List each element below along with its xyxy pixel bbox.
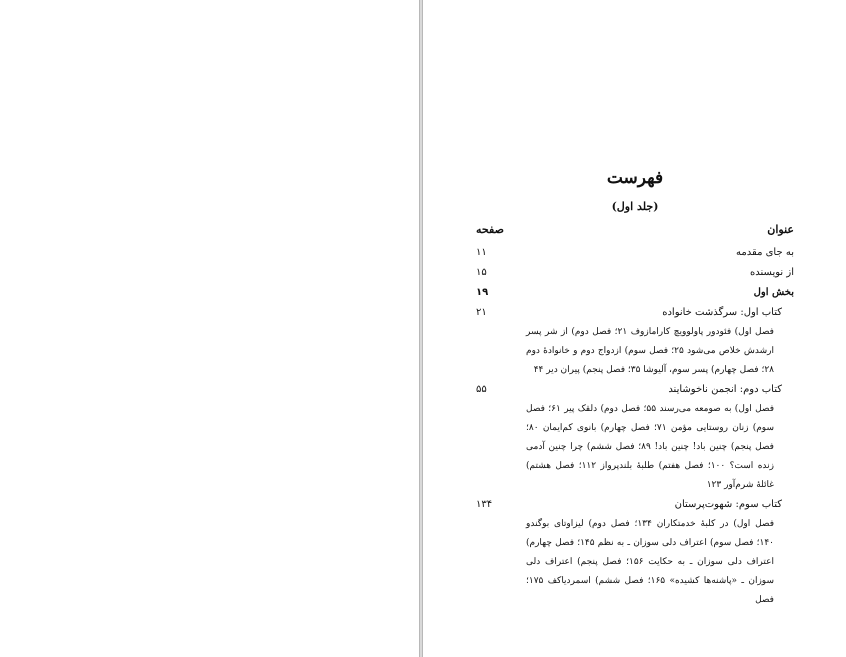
- entry-label: به جای مقدمه: [736, 247, 794, 258]
- toc-entry: [476, 263, 794, 283]
- toc-book-entry: [476, 303, 794, 323]
- toc-section-heading: [476, 283, 794, 303]
- entry-label: از نویسنده: [750, 267, 794, 278]
- chapter-list: فصل اول) در کلبهٔ خدمتکاران ۱۳۴؛ فصل دوم) لیزاوتای بوگندو ۱۴۰؛ فصل سوم) اعتراف دلی سوزان ـ به نظم ۱۴۵؛ فصل چهارم) اعتراف دلی سوزان ـ به حکایت ۱۵۶؛ فصل پنجم) اعتراف دلی سوزان ـ «پاشنه‌ها کشیده» ۱۶۵؛ فصل ششم) اسمردیاکف ۱۷۵؛ فصل: [526, 519, 775, 605]
- entry-label: بخش اول: [753, 287, 794, 298]
- toc-entry: [476, 243, 794, 263]
- toc-book-entry: [476, 495, 794, 515]
- table-of-contents: [476, 168, 794, 610]
- volume-subtitle: (جلد اول): [611, 200, 659, 213]
- toc-title: فهرست: [606, 168, 664, 188]
- left-page: [0, 0, 420, 657]
- book-page: ۲۱: [476, 307, 487, 318]
- page-column-header: صفحه: [476, 223, 504, 236]
- chapter-list: فصل اول) فئودور پاولوویچ کارامازوف ۲۱؛ فصل دوم) از شر پسر ارشدش خلاص می‌شود ۲۵؛ فصل سوم) ازدواج دوم و خانوادهٔ دوم ۲۸؛ فصل چهارم) پسر سوم، آلیوشا ۳۵؛ فصل پنجم) پیران دیر ۴۴: [526, 327, 774, 375]
- toc-book-entry: [476, 380, 794, 400]
- entry-page: ۱۵: [476, 267, 487, 278]
- book-label: کتاب اول: سرگذشت خانواده: [662, 307, 782, 318]
- chapter-list: فصل اول) به صومعه می‌رسند ۵۵؛ فصل دوم) دلقک پیر ۶۱؛ فصل سوم) زنان روستایی مؤمن ۷۱؛ فصل چهارم) بانوی کم‌ایمان ۸۰؛ فصل پنجم) چنین باد! چنین باد! ۸۹؛ فصل ششم) چرا چنین آدمی زنده است؟ ۱۰۰؛ فصل هفتم) طلبهٔ بلندپرواز ۱۱۲؛ فصل هشتم) غائلهٔ شرم‌آور ۱۲۳: [526, 404, 774, 490]
- book-page: ۱۳۴: [476, 499, 493, 510]
- entry-page: ۱۹: [476, 287, 489, 298]
- toc-header: [476, 223, 794, 243]
- title-column-header: عنوان: [767, 223, 794, 236]
- book-label: کتاب دوم: انجمن ناخوشایند: [668, 384, 782, 395]
- book-label: کتاب سوم: شهوت‌پرستان: [674, 499, 782, 510]
- entry-page: ۱۱: [476, 247, 487, 258]
- book-page: ۵۵: [476, 384, 487, 395]
- right-page: [422, 0, 846, 657]
